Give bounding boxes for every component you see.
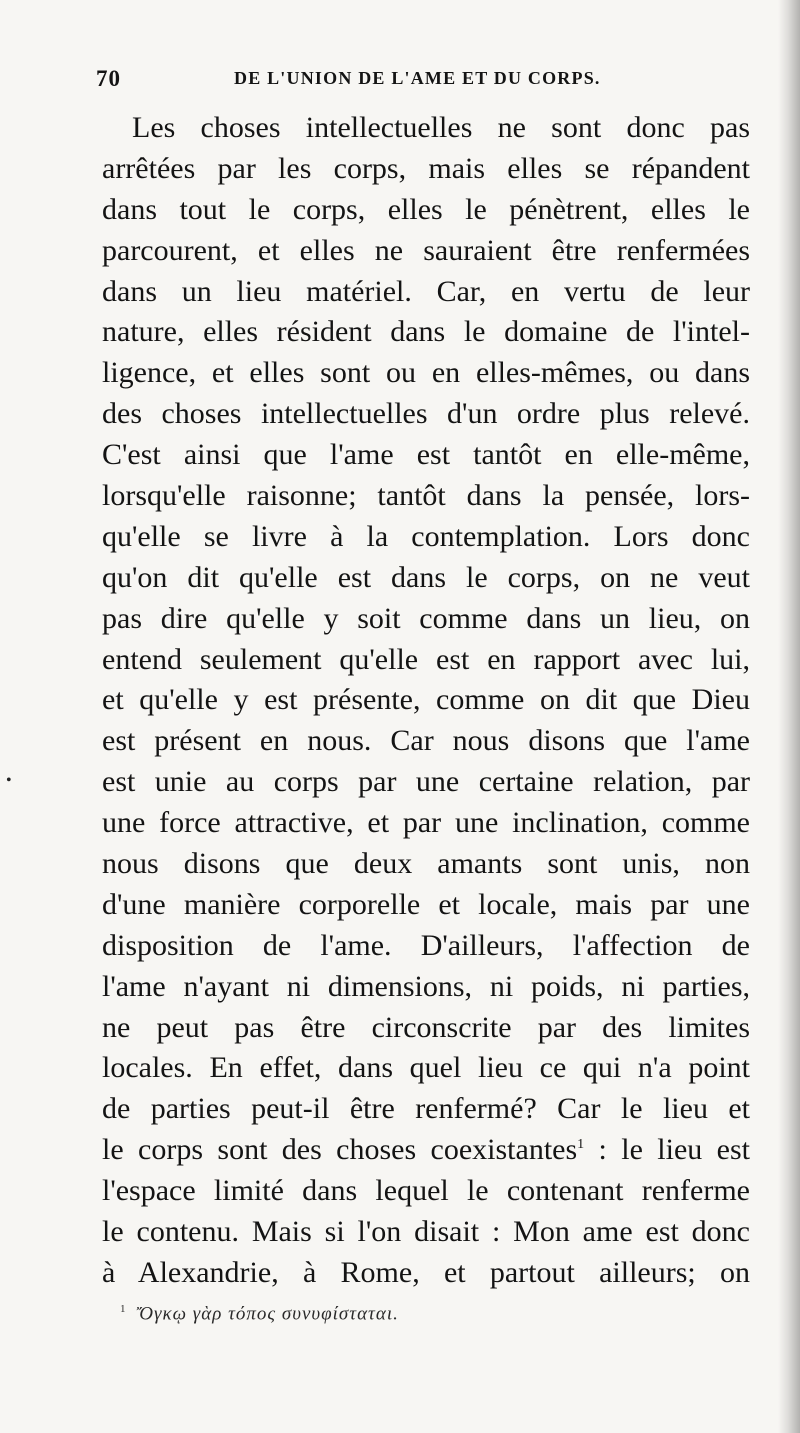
page-number: 70 [96,66,121,91]
text-line: une force attractive, et par une inclination, comme [102,806,750,840]
text-segment: : le lieu est [584,1133,750,1167]
text-line-with-footnote [102,1130,750,1171]
text-line: le contenu. Mais si l'on disait : Mon ame est donc [102,1215,750,1249]
text-line: à Alexandrie, à Rome, et partout ailleurs; on [102,1255,750,1289]
page-edge-shadow [778,0,800,1433]
footnote-text: Ὄγκῳ γὰρ τόπος συνυφίσταται. [136,1303,399,1325]
text-line: est unie au corps par une certaine relation, par [102,765,750,799]
text-line: Les choses intellectuelles ne sont donc pas [132,111,750,144]
text-line: des choses intellectuelles d'un ordre plus relevé. [102,397,750,431]
text-line: entend seulement qu'elle est en rapport avec lui, [102,642,750,676]
footnote-reference[interactable]: 1 [577,1137,585,1153]
text-line: ligence, et elles sont ou en elles-mêmes, ou dans [102,356,750,390]
text-line: nous disons que deux amants sont unis, non [102,847,750,881]
text-segment: le corps sont des choses coexistantes [102,1133,578,1167]
text-line: est présent en nous. Car nous disons que l'ame [102,724,750,758]
text-line: nature, elles résident dans le domaine de l'intel- [102,315,750,349]
text-line: parcourent, et elles ne sauraient être renfermées [102,233,750,267]
text-line: d'une manière corporelle et locale, mais par une [102,887,750,921]
text-line: ne peut pas être circonscrite par des limites [102,1010,750,1044]
text-line: dans un lieu matériel. Car, en vertu de leur [102,274,750,308]
text-line: disposition de l'ame. D'ailleurs, l'affection de [102,928,750,962]
text-line: C'est ainsi que l'ame est tantôt en elle-même, [102,438,750,472]
text-line: l'ame n'ayant ni dimensions, ni poids, ni parties, [102,969,750,1003]
body-text [102,108,750,1294]
footnote-mark: 1 [120,1303,127,1315]
running-title: DE L'UNION DE L'AME ET DU CORPS. [234,68,601,88]
text-line: et qu'elle y est présente, comme on dit que Dieu [102,683,750,717]
text-line: de parties peut-il être renfermé? Car le lieu et [102,1092,750,1126]
text-line: qu'on dit qu'elle est dans le corps, on ne veut [102,560,750,594]
text-line: qu'elle se livre à la contemplation. Lors donc [102,519,750,553]
text-line: lorsqu'elle raisonne; tantôt dans la pensée, lors- [102,479,750,513]
text-line: dans tout le corps, elles le pénètrent, elles le [102,192,750,226]
text-line: l'espace limité dans lequel le contenant renferme [102,1174,750,1208]
page-header [96,66,756,96]
footnote [120,1303,620,1325]
margin-dot: • [6,772,12,789]
text-line: locales. En effet, dans quel lieu ce qui n'a point [102,1051,750,1085]
text-line: pas dire qu'elle y soit comme dans un lieu, on [102,601,750,635]
text-line: arrêtées par les corps, mais elles se répandent [102,151,750,185]
